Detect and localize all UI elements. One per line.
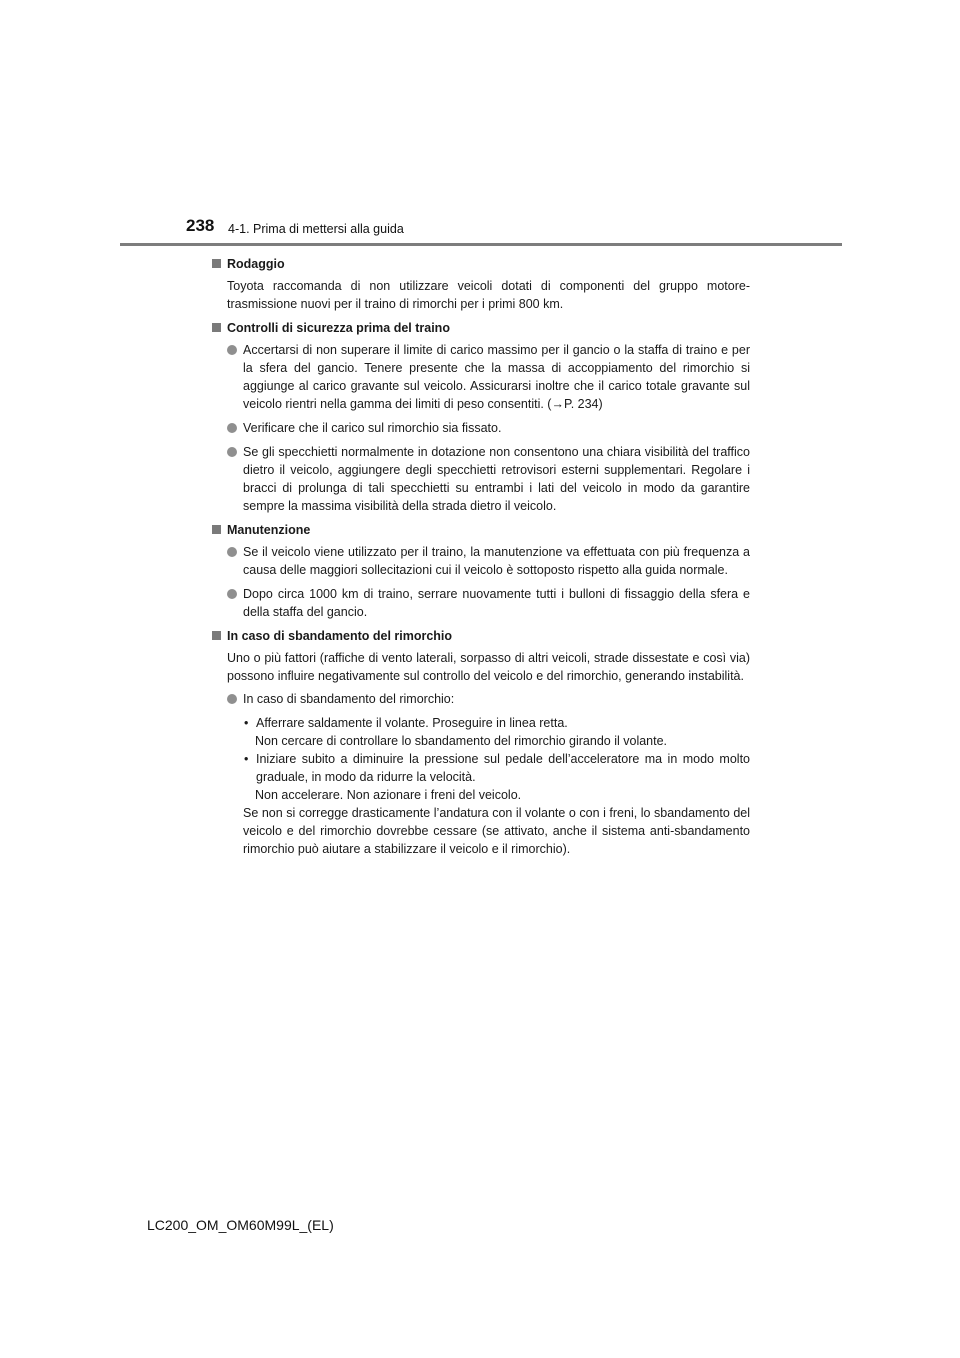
bullet-item bbox=[210, 419, 750, 437]
bullet-text: Se gli specchietti normalmente in dotazione non consentono una chiara visibilità del traffico dietro il veicolo, aggiungere degli specchietti retrovisori esterni supplementari. Regolare i bracci di prolunga di tali specchietti su entrambi i lati del veicolo in modo da garantire sempre la massima visibilità della strada dietro il veicolo. bbox=[243, 445, 750, 513]
bullet-item bbox=[210, 443, 750, 515]
square-bullet-icon bbox=[212, 259, 221, 268]
header-divider bbox=[120, 243, 842, 246]
sub-list-text: Afferrare saldamente il volante. Proseguire in linea retta. bbox=[256, 716, 568, 730]
bullet-text: Se il veicolo viene utilizzato per il traino, la manutenzione va effettuata con più frequenza a causa delle maggiori sollecitazioni cui il veicolo è sottoposto rispetto alla guida normale. bbox=[243, 545, 750, 577]
section-heading bbox=[210, 521, 750, 539]
section-title-text: In caso di sbandamento del rimorchio bbox=[227, 629, 453, 643]
bullet-text: In caso di sbandamento del rimorchio: bbox=[243, 692, 455, 706]
closing-paragraph: Se non si corregge drasticamente l’andatura con il volante o con i freni, lo sbandamento del veicolo e del rimorchio dovrebbe cessare (se attivato, anche il sistema anti-sbandamento rimorchio può aiutare a stabilizzare il veicolo e il rimorchio). bbox=[243, 806, 750, 856]
small-dot-icon: • bbox=[244, 716, 249, 730]
circle-bullet-icon bbox=[227, 694, 237, 704]
bullet-text: Accertarsi di non superare il limite di carico massimo per il gancio o la staffa di traino e per la sfera del gancio. Tenere presente che la massa di accoppiamento del rimorchio si aggiunge al carico gravante sul veicolo. Assicurarsi inoltre che il carico totale gravante sul veicolo rientri nella gamma dei limiti di peso consentiti. (→P. 234) bbox=[243, 343, 750, 411]
sub-list-text: Iniziare subito a diminuire la pressione sul pedale dell’acceleratore ma in modo molto graduale, in modo da ridurre la velocità. bbox=[256, 752, 750, 784]
section-heading bbox=[210, 627, 750, 645]
circle-bullet-icon bbox=[227, 589, 237, 599]
circle-bullet-icon bbox=[227, 447, 237, 457]
section-title: 4-1. Prima di mettersi alla guida bbox=[228, 222, 404, 236]
circle-bullet-icon bbox=[227, 345, 237, 355]
bullet-item bbox=[210, 690, 750, 708]
circle-bullet-icon bbox=[227, 423, 237, 433]
section-rodaggio bbox=[210, 255, 750, 313]
bullet-item bbox=[210, 543, 750, 579]
section-heading bbox=[210, 255, 750, 273]
sub-list-item bbox=[243, 714, 750, 732]
section-title-text: Controlli di sicurezza prima del traino bbox=[227, 321, 450, 335]
square-bullet-icon bbox=[212, 631, 221, 640]
bullet-text: Verificare che il carico sul rimorchio sia fissato. bbox=[243, 421, 502, 435]
bullet-item bbox=[210, 341, 750, 413]
section-maintenance bbox=[210, 521, 750, 621]
sub-list bbox=[210, 714, 750, 858]
section-title-text: Rodaggio bbox=[227, 257, 285, 271]
section-trailer-sway bbox=[210, 627, 750, 858]
section-title-text: Manutenzione bbox=[227, 523, 311, 537]
sub-list-continuation: Non cercare di controllare lo sbandamento del rimorchio girando il volante. bbox=[255, 734, 668, 748]
page-number: 238 bbox=[186, 216, 215, 235]
bullet-item bbox=[210, 585, 750, 621]
circle-bullet-icon bbox=[227, 547, 237, 557]
section-safety-checks bbox=[210, 319, 750, 515]
bullet-text: Dopo circa 1000 km di traino, serrare nuovamente tutti i bulloni di fissaggio della sfera e della staffa del gancio. bbox=[243, 587, 750, 619]
square-bullet-icon bbox=[212, 323, 221, 332]
section-paragraph: Toyota raccomanda di non utilizzare veicoli dotati di componenti del gruppo motore-trasmissione nuovi per il traino di rimorchi per i primi 800 km. bbox=[227, 279, 750, 311]
section-paragraph: Uno o più fattori (raffiche di vento laterali, sorpasso di altri veicoli, strade dissestate e così via) possono influire negativamente sul controllo del veicolo e del rimorchio, generando instabilità. bbox=[227, 651, 750, 683]
document-code: LC200_OM_OM60M99L_(EL) bbox=[147, 1217, 334, 1233]
page-content bbox=[210, 255, 750, 864]
sub-list-continuation: Non accelerare. Non azionare i freni del veicolo. bbox=[255, 788, 522, 802]
square-bullet-icon bbox=[212, 525, 221, 534]
sub-list-item bbox=[243, 750, 750, 786]
small-dot-icon: • bbox=[244, 752, 249, 766]
page-header bbox=[120, 212, 842, 248]
section-heading bbox=[210, 319, 750, 337]
